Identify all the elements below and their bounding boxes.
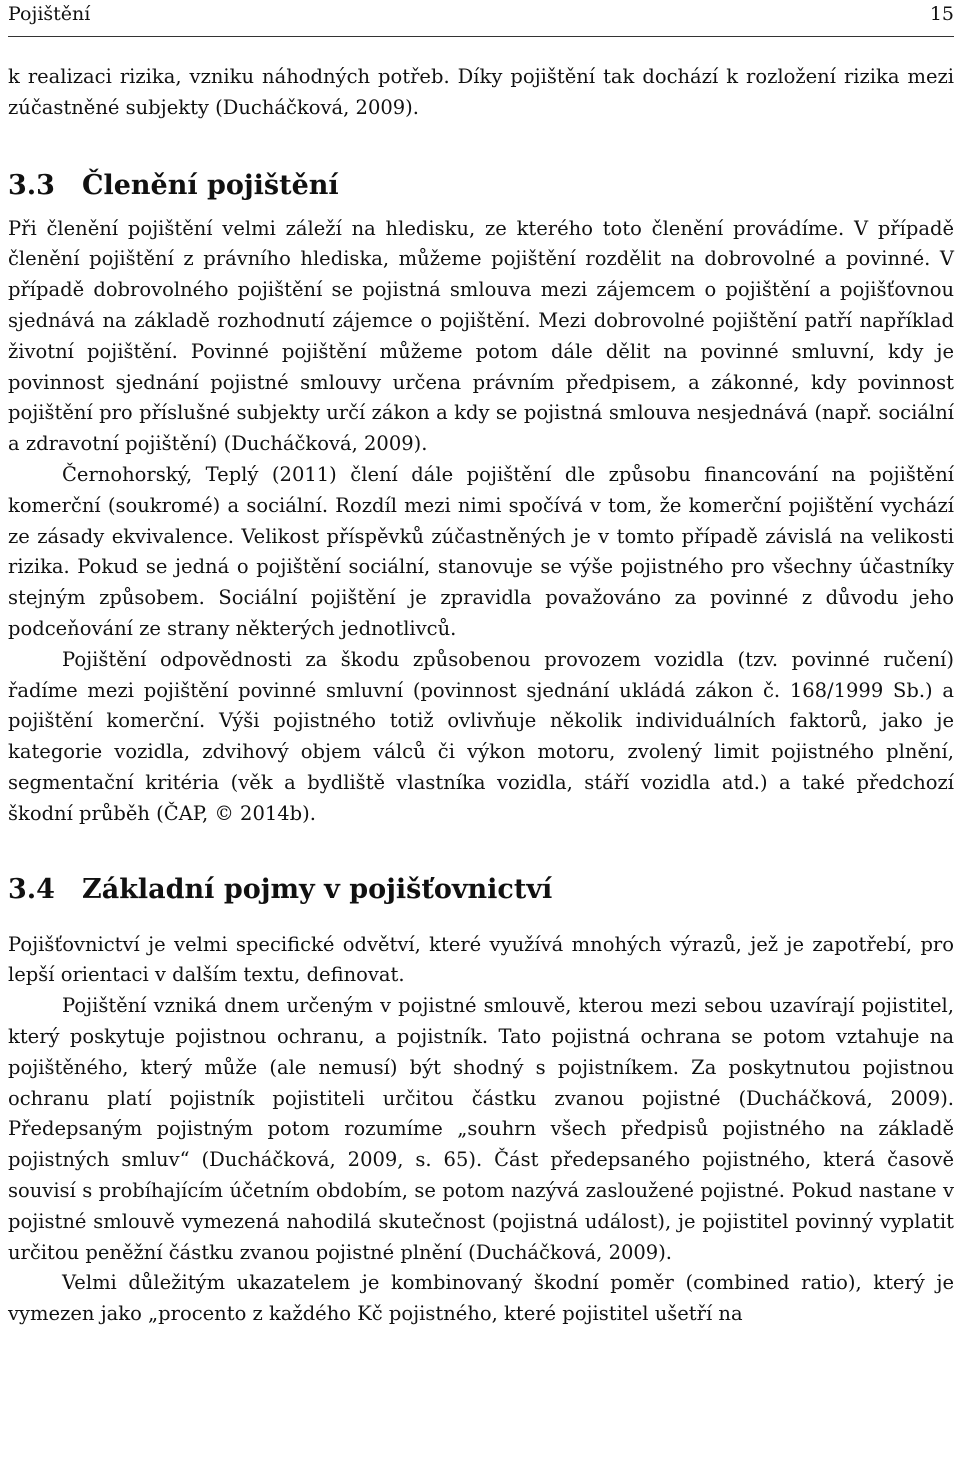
- intro-paragraph: k realizaci rizika, vzniku náhodných potřeb. Díky pojištění tak dochází k rozložení rizika mezi zúčastněné subjekty (Ducháčková, 2009).: [8, 65, 954, 119]
- section-heading-3-4: [8, 872, 954, 908]
- page-number: 15: [929, 3, 954, 25]
- section-number: 3.3: [8, 169, 55, 201]
- section-number: 3.4: [8, 873, 55, 905]
- section-title: Členění pojištění: [82, 169, 339, 201]
- body-paragraph: Pojištění vzniká dnem určeným v pojistné smlouvě, kterou mezi sebou uzavírají pojistitel, který poskytuje pojistnou ochranu, a pojistník. Tato pojistná ochrana se potom vztahuje na pojištěného, který může (ale nemusí) být shodný s pojistníkem. Za poskytnutou pojistnou ochranu platí pojistník pojistiteli určitou částku zvanou pojistné (Ducháčková, 2009). Předepsaným pojistným potom rozumíme „souhrn všech předpisů pojistného na základě pojistných smluv“ (Ducháčková, 2009, s. 65). Část předepsaného pojistného, která časově souvisí s probíhajícím účetním obdobím, se potom nazývá zasloužené pojistné. Pokud nastane v pojistné smlouvě vymezená nahodilá skutečnost (pojistná událost), je pojistitel povinný vyplatit určitou peněžní částku zvanou pojistné plnění (Ducháčková, 2009).: [8, 994, 954, 1264]
- body-paragraph: Pojištění odpovědnosti za škodu způsobenou provozem vozidla (tzv. povinné ručení) řadíme mezi pojištění povinné smluvní (povinnost sjednání ukládá zákon č. 168/1999 Sb.) a pojištění komerční. Výši pojistného totiž ovlivňuje několik individuálních faktorů, jako je kategorie vozidla, zdvihový objem válců či výkon motoru, zvolený limit pojistného plnění, segmentační kritéria (věk a bydliště vlastníka vozidla, stáří vozidla atd.) a také předchozí škodní průběh (ČAP, © 2014b).: [8, 647, 954, 825]
- section-heading-3-3: [8, 168, 954, 204]
- body-paragraph: Velmi důležitým ukazatelem je kombinovaný škodní poměr (combined ratio), který je vymezen jako „procento z každého Kč pojistného, které pojistitel ušetří na: [8, 1271, 954, 1326]
- header-title: Pojištění: [8, 3, 91, 25]
- body-paragraph: Pojišťovnictví je velmi specifické odvětví, které využívá mnohých výrazů, jež je zapotřebí, pro lepší orientaci v dalším textu, definovat.: [8, 932, 954, 987]
- section-title: Základní pojmy v pojišťovnictví: [82, 873, 553, 905]
- body-paragraph: Při členění pojištění velmi záleží na hledisku, ze kterého toto členění provádíme. V případě členění pojištění z právního hlediska, můžeme pojištění rozdělit na dobrovolné a povinné. V případě dobrovolného pojištění se pojistná smlouva mezi zájemcem o pojištění a pojišťovnou sjednává na základě rozhodnutí zájemce o pojištění. Mezi dobrovolné pojištění patří například životní pojištění. Povinné pojištění můžeme potom dále dělit na povinné smluvní, kdy je povinnost sjednání pojistné smlouvy určena právním předpisem, a zákonné, kdy povinnost pojištění pro příslušné subjekty určí zákon a kdy se pojistná smlouva nesjednává (např. sociální a zdravotní pojištění) (Ducháčková, 2009).: [8, 216, 954, 456]
- page-content: [8, 62, 954, 1330]
- document-page: [8, 0, 954, 1457]
- body-paragraph: Černohorský, Teplý (2011) člení dále pojištění dle způsobu financování na pojištění komerční (soukromé) a sociální. Rozdíl mezi nimi spočívá v tom, že komerční pojištění vychází ze zásady ekvivalence. Velikost příspěvků zúčastněných je v tomto případě závislá na velikosti rizika. Pokud se jedná o pojištění sociální, stanovuje se výše pojistného pro všechny účastníky stejným způsobem. Sociální pojištění je zpravidla považováno za povinné z důvodu jeho podceňování ze strany některých jednotlivců.: [8, 462, 954, 640]
- running-header: [8, 0, 954, 37]
